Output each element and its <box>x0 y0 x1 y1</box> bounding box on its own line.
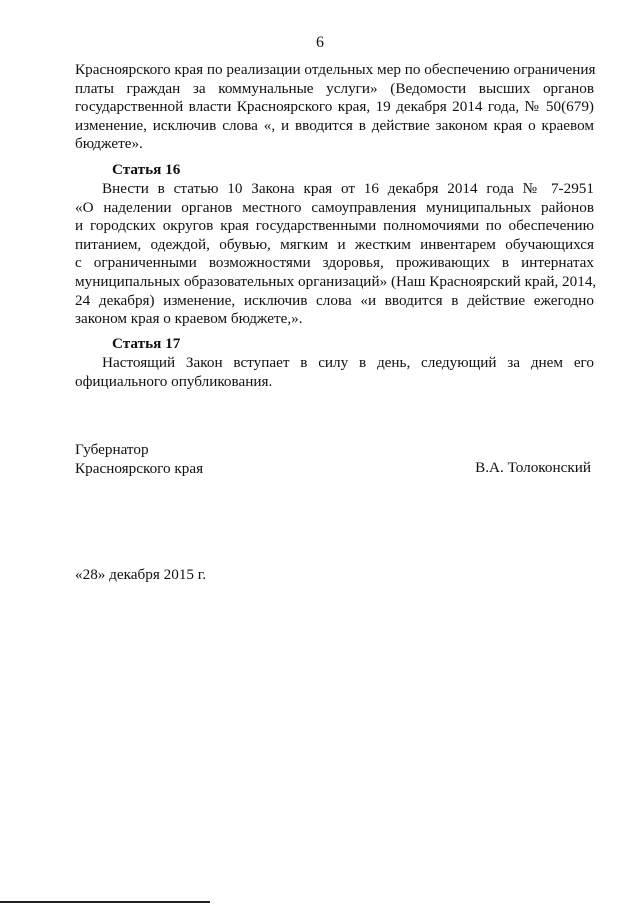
bottom-divider <box>0 901 210 903</box>
paragraph-line: и городских округов края государственными полномочиями по обеспечению <box>75 217 594 235</box>
paragraph-line: Настоящий Закон вступает в силу в день, следующий за днем его <box>102 354 594 371</box>
signatory-name: В.А. Толоконский <box>475 459 591 476</box>
continued-paragraph <box>75 61 594 154</box>
paragraph-line: с ограниченными возможностями здоровья, проживающих в интернатах <box>75 254 594 272</box>
paragraph-line: «О наделении органов местного самоуправления муниципальных районов <box>75 198 594 216</box>
paragraph-line: законом края о краевом бюджете,». <box>75 310 303 328</box>
paragraph-line: Внести в статью 10 Закона края от 16 декабря 2014 года № 7-2951 <box>102 180 594 197</box>
paragraph-line: государственной власти Красноярского края, 19 декабря 2014 года, № 50(679) <box>75 98 594 116</box>
paragraph-line: бюджете». <box>75 135 143 153</box>
paragraph-line: официального опубликования. <box>75 372 273 390</box>
paragraph-line: Красноярского края по реализации отдельных мер по обеспечению ограничения <box>75 61 596 78</box>
article-16-heading: Статья 16 <box>112 161 181 178</box>
article-17-body <box>75 354 594 391</box>
page-number: 6 <box>316 34 324 51</box>
paragraph-line: питанием, одеждой, обувью, мягким и жестким инвентарем обучающихся <box>75 235 594 253</box>
article-17-heading: Статья 17 <box>112 335 181 352</box>
paragraph-line: платы граждан за коммунальные услуги» (Ведомости высших органов <box>75 79 594 97</box>
signatory-title-line: Красноярского края <box>75 459 204 477</box>
signatory-title <box>75 441 203 478</box>
document-date: «28» декабря 2015 г. <box>75 566 207 583</box>
paragraph-line: муниципальных образовательных организаций» (Наш Красноярский край, 2014, <box>75 272 597 290</box>
paragraph-line: 24 декабря) изменение, исключив слова «и вводится в действие ежегодно <box>75 291 594 309</box>
article-16-body <box>75 180 597 329</box>
paragraph-line: изменение, исключив слова «, и вводится в действие законом края о краевом <box>75 116 594 134</box>
signatory-title-line: Губернатор <box>75 441 149 458</box>
